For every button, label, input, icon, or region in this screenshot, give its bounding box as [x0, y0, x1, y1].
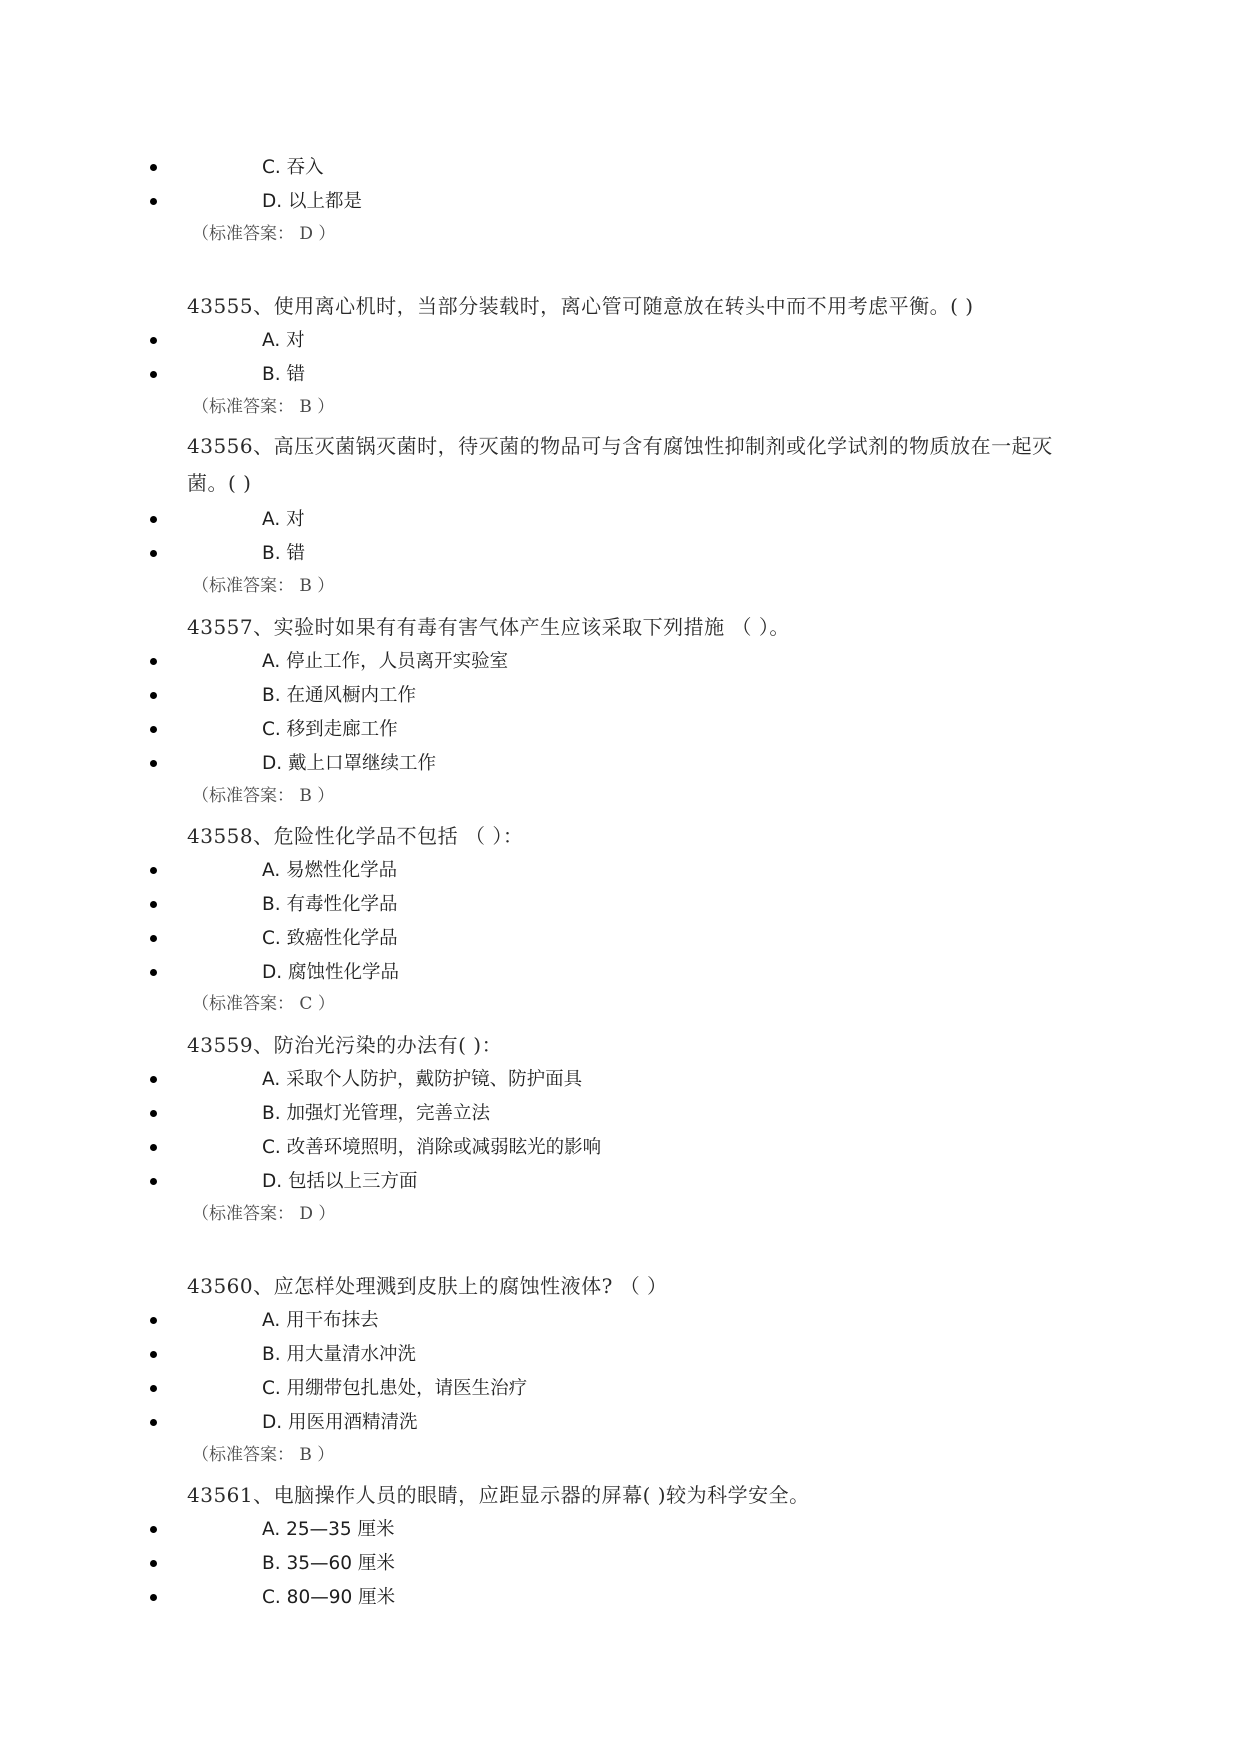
- question-text: 43559、防治光污染的办法有( )：: [187, 1033, 503, 1057]
- bullet-icon: [150, 1419, 157, 1426]
- option-text: D. 腐蚀性化学品: [262, 962, 400, 983]
- option-item: [0, 922, 900, 956]
- standard-answer: （标准答案： C ）: [192, 994, 335, 1014]
- bullet-icon: [150, 1076, 157, 1083]
- bullet-icon: [150, 901, 157, 908]
- bullet-icon: [150, 935, 157, 942]
- option-item: [0, 1372, 900, 1406]
- option-item: [0, 1131, 900, 1165]
- bullet-icon: [150, 969, 157, 976]
- option-item: [0, 1581, 900, 1615]
- bullet-icon: [150, 658, 157, 665]
- option-text: A. 采取个人防护，戴防护镜、防护面具: [262, 1069, 583, 1090]
- option-text: C. 吞入: [262, 157, 324, 178]
- standard-answer: （标准答案： D ）: [192, 1204, 336, 1224]
- question-text: 43558、危险性化学品不包括 （ ）：: [187, 824, 524, 848]
- standard-answer: （标准答案： B ）: [192, 786, 335, 806]
- option-item: [0, 747, 900, 781]
- option-text: B. 在通风橱内工作: [262, 685, 416, 706]
- bullet-icon: [150, 1317, 157, 1324]
- option-text: A. 用干布抹去: [262, 1310, 379, 1331]
- bullet-icon: [150, 760, 157, 767]
- option-item: [0, 358, 900, 392]
- bullet-icon: [150, 692, 157, 699]
- option-text: B. 错: [262, 364, 305, 385]
- option-text: C. 80—90 厘米: [262, 1587, 396, 1608]
- bullet-icon: [150, 337, 157, 344]
- bullet-icon: [150, 1594, 157, 1601]
- option-text: C. 致癌性化学品: [262, 928, 398, 949]
- standard-answer: （标准答案： B ）: [192, 1445, 335, 1465]
- bullet-icon: [150, 198, 157, 205]
- bullet-icon: [150, 516, 157, 523]
- bullet-icon: [150, 1110, 157, 1117]
- option-item: [0, 1165, 900, 1199]
- option-text: B. 有毒性化学品: [262, 894, 398, 915]
- option-item: [0, 1338, 900, 1372]
- bullet-icon: [150, 1351, 157, 1358]
- bullet-icon: [150, 371, 157, 378]
- option-text: D. 戴上口罩继续工作: [262, 753, 437, 774]
- option-item: [0, 713, 900, 747]
- option-text: B. 加强灯光管理，完善立法: [262, 1103, 490, 1124]
- standard-answer: （标准答案： B ）: [192, 576, 335, 596]
- option-text: B. 用大量清水冲洗: [262, 1344, 416, 1365]
- option-text: A. 对: [262, 509, 305, 530]
- question-text: 43557、实验时如果有有毒有害气体产生应该采取下列措施 （ ）。: [187, 615, 790, 639]
- option-text: B. 错: [262, 543, 305, 564]
- option-text: D. 以上都是: [262, 191, 363, 212]
- option-item: [0, 1097, 900, 1131]
- question-text: 43556、高压灭菌锅灭菌时，待灭菌的物品可与含有腐蚀性抑制剂或化学试剂的物质放在一起灭菌。( ): [187, 434, 1053, 495]
- option-text: A. 易燃性化学品: [262, 860, 398, 881]
- option-item: [0, 888, 900, 922]
- option-text: A. 停止工作，人员离开实验室: [262, 651, 509, 672]
- option-item: [0, 151, 900, 185]
- bullet-icon: [150, 867, 157, 874]
- option-item: [0, 1304, 900, 1338]
- option-item: [0, 679, 900, 713]
- bullet-icon: [150, 1144, 157, 1151]
- option-item: [0, 956, 900, 990]
- option-text: C. 移到走廊工作: [262, 719, 398, 740]
- option-text: A. 25—35 厘米: [262, 1519, 395, 1540]
- question-text: 43555、使用离心机时，当部分装载时，离心管可随意放在转头中而不用考虑平衡。( ): [187, 294, 974, 318]
- bullet-icon: [150, 1385, 157, 1392]
- bullet-icon: [150, 1526, 157, 1533]
- bullet-icon: [150, 550, 157, 557]
- bullet-icon: [150, 1560, 157, 1567]
- option-text: D. 包括以上三方面: [262, 1171, 418, 1192]
- option-text: A. 对: [262, 330, 305, 351]
- option-item: [0, 537, 900, 571]
- option-text: D. 用医用酒精清洗: [262, 1412, 418, 1433]
- option-text: C. 用绷带包扎患处，请医生治疗: [262, 1378, 528, 1399]
- option-item: [0, 324, 900, 358]
- option-item: [0, 1063, 900, 1097]
- option-item: [0, 854, 900, 888]
- option-item: [0, 185, 900, 219]
- bullet-icon: [150, 164, 157, 171]
- option-item: [0, 1547, 900, 1581]
- question-text: 43560、应怎样处理溅到皮肤上的腐蚀性液体? （ ）: [187, 1274, 668, 1298]
- bullet-icon: [150, 1178, 157, 1185]
- option-text: C. 改善环境照明，消除或减弱眩光的影响: [262, 1137, 602, 1158]
- option-item: [0, 645, 900, 679]
- option-text: B. 35—60 厘米: [262, 1553, 395, 1574]
- option-item: [0, 1406, 900, 1440]
- bullet-icon: [150, 726, 157, 733]
- option-item: [0, 1513, 900, 1547]
- question-text: 43561、电脑操作人员的眼睛，应距显示器的屏幕( )较为科学安全。: [187, 1483, 810, 1507]
- standard-answer: （标准答案： B ）: [192, 397, 335, 417]
- option-item: [0, 503, 900, 537]
- standard-answer: （标准答案： D ）: [192, 224, 336, 244]
